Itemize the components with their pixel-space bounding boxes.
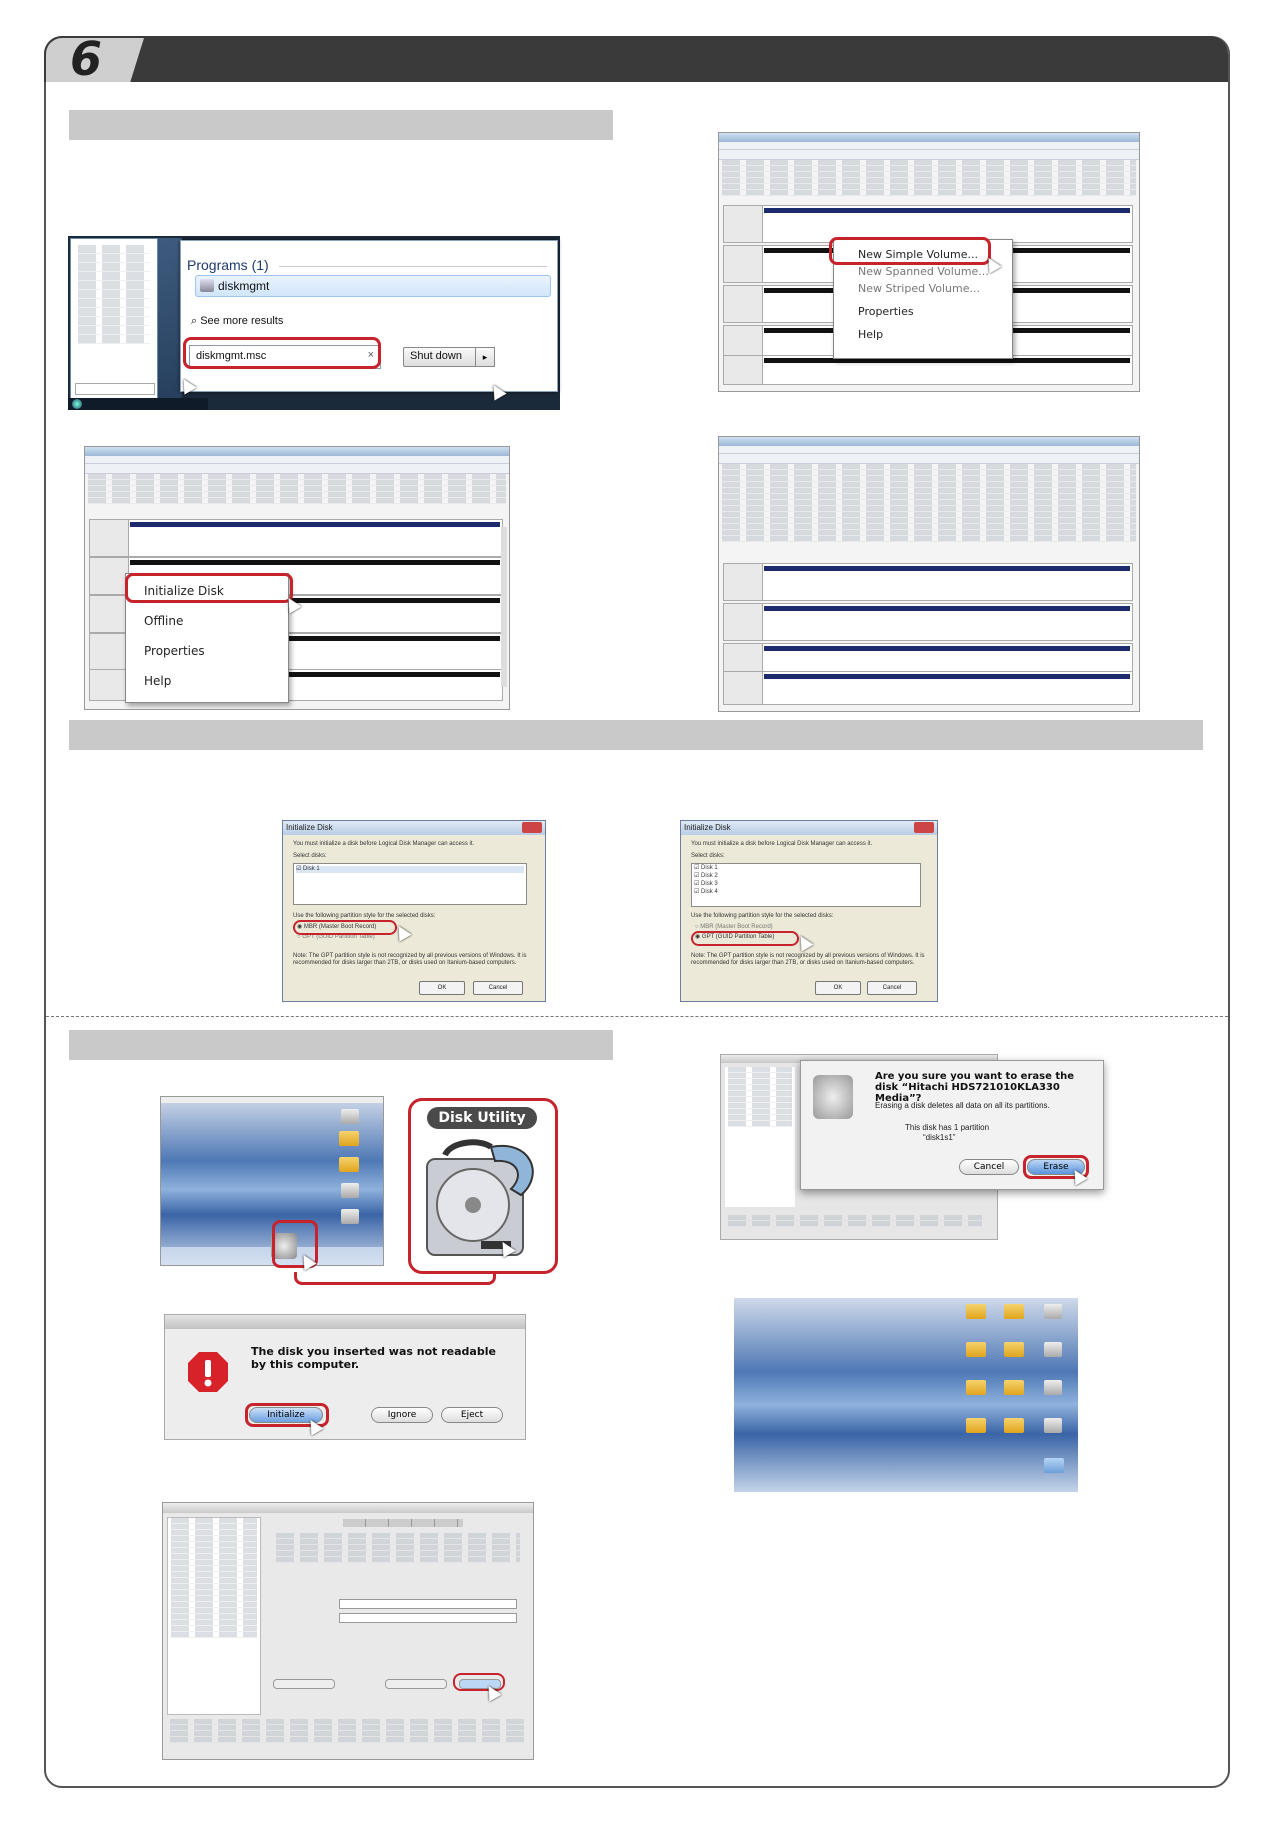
select-disks-label: Select disks:: [691, 853, 725, 859]
cancel-button[interactable]: Cancel: [473, 981, 523, 995]
format-select[interactable]: [339, 1599, 517, 1609]
menu-item-initialize-disk[interactable]: Initialize Disk: [144, 584, 224, 598]
disk-list-item[interactable]: ☑ Disk 1: [694, 865, 718, 871]
start-menu-screenshot: [68, 236, 560, 410]
partition-name: “disk1s1”: [923, 1133, 956, 1142]
start-menu-list: [70, 238, 158, 400]
disk-utility-icon: [813, 1075, 853, 1119]
disk-mgmt-result-screenshot: [718, 436, 1140, 712]
ok-button[interactable]: OK: [419, 981, 465, 995]
radio-gpt-label: GPT (GUID Partition Table): [302, 934, 375, 940]
erase-warning: Erasing a disk deletes all data on all its partitions.: [875, 1101, 1050, 1110]
dialog-note: Note: The GPT partition style is not recognized by all previous versions of Windows. It is recommended for disks larger than 2TB, or disks used on Itanium-based computers.: [691, 953, 925, 966]
eject-button[interactable]: Eject: [441, 1407, 503, 1423]
mini-search-box: [75, 383, 155, 395]
clear-search-icon[interactable]: ×: [367, 349, 374, 361]
menu-item-properties[interactable]: Properties: [144, 644, 205, 658]
section-bar-mac: [69, 1030, 613, 1060]
disk-list: [293, 863, 527, 905]
mac-menubar: [161, 1097, 383, 1103]
dialog-title: Initialize Disk: [681, 821, 937, 835]
disk-list-item[interactable]: ☑ Disk 1: [296, 866, 524, 873]
radio-gpt[interactable]: ◉ GPT (GUID Partition Table): [695, 934, 775, 940]
highlight-initialize-disk: [125, 573, 293, 603]
disk-list-item[interactable]: ☑ Disk 4: [694, 889, 718, 895]
start-orb-icon[interactable]: [72, 399, 82, 409]
erase-confirm-sheet: [800, 1060, 1104, 1190]
section-bar-partition-style: [69, 720, 1203, 750]
disk-utility-icon[interactable]: [421, 1135, 547, 1263]
name-input[interactable]: [339, 1613, 517, 1623]
program-item-diskmgmt[interactable]: [195, 275, 551, 297]
initialize-button[interactable]: Initialize: [249, 1407, 323, 1423]
erase-instructions: [273, 1533, 523, 1563]
search-input-value: diskmgmt.msc: [196, 350, 267, 362]
partition-count: This disk has 1 partition: [905, 1123, 990, 1132]
disk-name: Disk 1: [303, 866, 320, 872]
disk-list: [691, 863, 921, 907]
window-titlebar: [163, 1503, 533, 1513]
dialog-title: Initialize Disk: [283, 821, 545, 835]
taskbar: [68, 398, 208, 410]
select-disks-label: Select disks:: [293, 853, 327, 859]
programs-divider: [279, 266, 547, 267]
erase-question: Are you sure you want to erase the disk “Hitachi HDS721010KLA330 Media”?: [875, 1071, 1075, 1104]
disk-mgmt-initialize-screenshot: [84, 446, 510, 710]
highlight-new-simple-volume: [829, 237, 991, 265]
menu-item-new-simple-volume[interactable]: New Simple Volume...: [858, 248, 978, 261]
highlight-gpt-option: [691, 931, 799, 946]
dashed-divider: [46, 1016, 1228, 1017]
menu-item-new-spanned-volume[interactable]: New Spanned Volume...: [858, 265, 989, 278]
menu-item-help[interactable]: Help: [144, 674, 172, 688]
erase-free-space-button[interactable]: [273, 1679, 335, 1689]
tab-bar[interactable]: [343, 1519, 463, 1527]
step-header-bar: [44, 36, 1228, 82]
partition-style-label: Use the following partition style for the selected disks:: [293, 913, 436, 919]
shutdown-options-button[interactable]: ▸: [475, 347, 495, 367]
disk-sidebar: [167, 1517, 261, 1715]
radio-gpt[interactable]: ○ GPT (GUID Partition Table): [297, 934, 375, 940]
dialog-intro: You must initialize a disk before Logical Disk Manager can access it.: [691, 841, 873, 847]
menu-item-offline[interactable]: Offline: [144, 614, 184, 628]
disk-utility-label: Disk Utility: [427, 1107, 537, 1129]
disk-mgmt-new-volume-screenshot: [718, 132, 1140, 392]
start-menu-right-pane: [158, 238, 182, 398]
radio-mbr-label: MBR (Master Boot Record): [303, 924, 377, 930]
not-readable-message: The disk you inserted was not readable by this computer.: [251, 1345, 496, 1371]
disk-name: Disk 1: [701, 865, 718, 871]
not-readable-dialog: [164, 1314, 526, 1440]
disk-info-footer: [725, 1215, 985, 1235]
zoomed-start-panel: [180, 240, 558, 392]
see-more-label: See more results: [200, 315, 284, 327]
disk-list-item[interactable]: ☑ Disk 2: [694, 873, 718, 879]
mac-desktop-drives-screenshot: [734, 1298, 1078, 1492]
disk-utility-highlight-panel: [408, 1098, 558, 1274]
security-options-button[interactable]: [385, 1679, 447, 1689]
highlight-mbr-option: [293, 920, 397, 935]
disk-name: Disk 4: [701, 889, 718, 895]
close-icon[interactable]: [522, 822, 542, 833]
initialize-disk-dialog-gpt: [680, 820, 938, 1002]
programs-header: Programs (1): [187, 257, 269, 273]
dialog-intro: You must initialize a disk before Logical Disk Manager can access it.: [293, 841, 475, 847]
shutdown-label: Shut down: [410, 350, 462, 362]
cancel-button[interactable]: Cancel: [959, 1159, 1019, 1175]
ok-button[interactable]: OK: [815, 981, 861, 995]
menu-item-new-striped-volume[interactable]: New Striped Volume...: [858, 282, 980, 295]
radio-mbr[interactable]: ○ MBR (Master Boot Record): [695, 924, 773, 930]
highlight-search-box: [183, 337, 381, 369]
cancel-button[interactable]: Cancel: [867, 981, 917, 995]
disk-info-footer: [167, 1719, 527, 1755]
program-item-label: diskmgmt: [218, 279, 270, 293]
disk-name: Disk 3: [701, 881, 718, 887]
dialog-titlebar: [165, 1315, 525, 1329]
ignore-button[interactable]: Ignore: [371, 1407, 433, 1423]
disk-utility-erase-screenshot: [162, 1502, 534, 1760]
scrollbar[interactable]: [501, 527, 507, 687]
menu-item-help[interactable]: Help: [858, 328, 884, 341]
radio-mbr[interactable]: ◉ MBR (Master Boot Record): [297, 924, 377, 930]
step-number: 6: [70, 32, 103, 86]
radio-mbr-label: MBR (Master Boot Record): [700, 924, 773, 930]
dialog-note: Note: The GPT partition style is not recognized by all previous versions of Windows. It is recommended for disks larger than 2TB, or disks used on Itanium-based computers.: [293, 953, 527, 966]
menu-item-properties[interactable]: Properties: [858, 305, 914, 318]
see-more-results-link[interactable]: [191, 315, 283, 328]
magnifier-icon: ⌕: [191, 315, 201, 327]
shutdown-button[interactable]: [403, 347, 477, 367]
partition-style-label: Use the following partition style for the selected disks:: [691, 913, 834, 919]
stop-sign-icon: [187, 1351, 229, 1393]
disk-name: Disk 2: [701, 873, 718, 879]
section-bar-windows: [69, 110, 613, 140]
disk-management-icon: [200, 279, 214, 292]
initialize-disk-dialog-mbr: [282, 820, 546, 1002]
disk-sidebar: [725, 1067, 795, 1207]
erase-button[interactable]: Erase: [1027, 1159, 1085, 1175]
close-icon[interactable]: [914, 822, 934, 833]
disk-list-item[interactable]: ☑ Disk 3: [694, 881, 718, 887]
radio-gpt-label: GPT (GUID Partition Table): [701, 934, 775, 940]
